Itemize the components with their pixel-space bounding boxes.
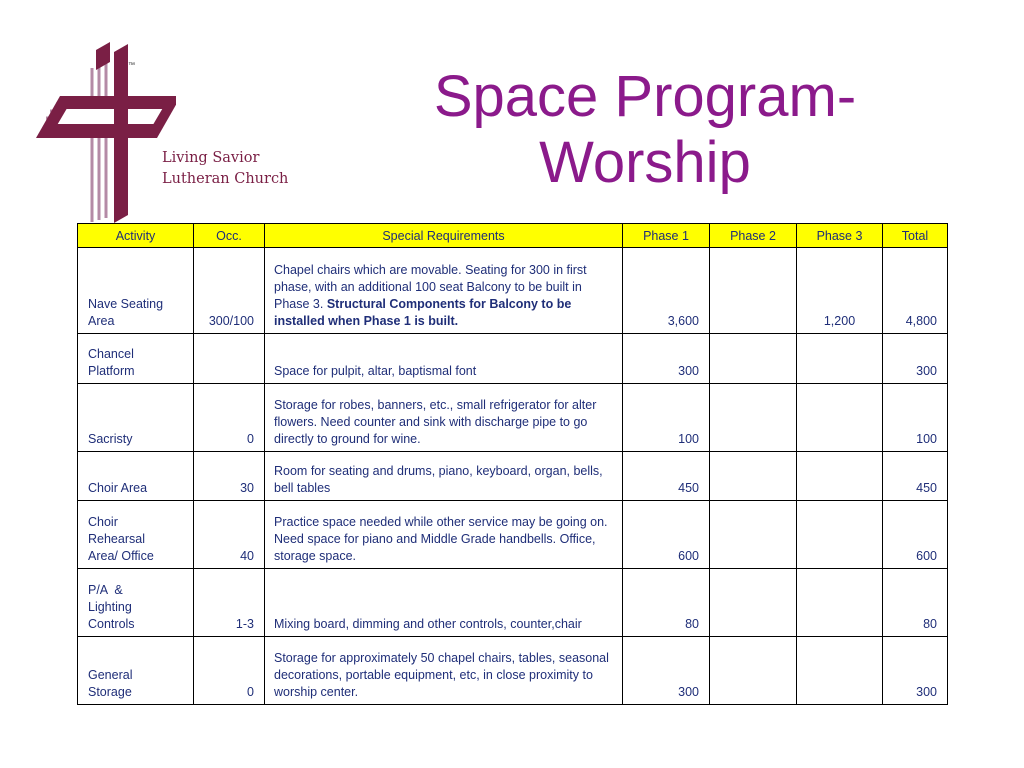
church-name xyxy=(162,148,288,190)
phase1-cell: 80 xyxy=(623,569,710,637)
header-special-requirements: Special Requirements xyxy=(265,224,623,248)
activity-cell: Nave Seating Area xyxy=(78,248,194,334)
total-cell: 80 xyxy=(883,569,948,637)
phase3-cell xyxy=(797,452,883,501)
phase3-cell xyxy=(797,637,883,705)
requirements-cell: Practice space needed while other service may be going on. Need space for piano and Middle Grade handbells. Office, storage space. xyxy=(265,501,623,569)
phase2-cell xyxy=(710,248,797,334)
header-phase-1: Phase 1 xyxy=(623,224,710,248)
total-cell: 300 xyxy=(883,334,948,384)
table-row xyxy=(78,334,948,384)
table-row xyxy=(78,452,948,501)
space-program-table xyxy=(77,223,948,705)
phase3-cell xyxy=(797,334,883,384)
requirements-cell: Storage for robes, banners, etc., small refrigerator for alter flowers. Need counter and sink with discharge pipe to go directly to ground for wine. xyxy=(265,384,623,452)
total-cell: 600 xyxy=(883,501,948,569)
requirements-cell: Space for pulpit, altar, baptismal font xyxy=(265,334,623,384)
church-logo xyxy=(36,40,316,225)
phase2-cell xyxy=(710,334,797,384)
header-occ: Occ. xyxy=(194,224,265,248)
phase1-cell: 300 xyxy=(623,637,710,705)
phase2-cell xyxy=(710,452,797,501)
phase2-cell xyxy=(710,384,797,452)
occ-cell: 30 xyxy=(194,452,265,501)
activity-cell: Sacristy xyxy=(78,384,194,452)
phase1-cell: 300 xyxy=(623,334,710,384)
phase3-cell xyxy=(797,384,883,452)
title-line-1: Space Program- xyxy=(433,64,857,129)
slide-title xyxy=(360,64,930,196)
header-phase-2: Phase 2 xyxy=(710,224,797,248)
requirements-cell: Storage for approximately 50 chapel chairs, tables, seasonal decorations, portable equipment, etc, in close proximity to worship center. xyxy=(265,637,623,705)
activity-cell: General Storage xyxy=(78,637,194,705)
occ-cell xyxy=(194,334,265,384)
occ-cell: 40 xyxy=(194,501,265,569)
table-row xyxy=(78,569,948,637)
church-name-line-2: Lutheran Church xyxy=(162,171,289,187)
requirements-emphasis: Structural Components for Balcony to be installed when Phase 1 is built. xyxy=(274,297,572,328)
occ-cell: 1-3 xyxy=(194,569,265,637)
phase1-cell: 450 xyxy=(623,452,710,501)
header-total: Total xyxy=(883,224,948,248)
phase3-cell xyxy=(797,501,883,569)
church-name-line-1: Living Savior xyxy=(162,150,260,166)
phase1-cell: 100 xyxy=(623,384,710,452)
table-row xyxy=(78,501,948,569)
phase2-cell xyxy=(710,637,797,705)
cross-icon xyxy=(36,40,176,225)
phase3-cell xyxy=(797,569,883,637)
total-cell: 100 xyxy=(883,384,948,452)
activity-cell: P/A & Lighting Controls xyxy=(78,569,194,637)
phase2-cell xyxy=(710,569,797,637)
total-cell: 4,800 xyxy=(883,248,948,334)
header-row xyxy=(78,224,948,248)
phase2-cell xyxy=(710,501,797,569)
occ-cell: 300/100 xyxy=(194,248,265,334)
title-line-2: Worship xyxy=(539,130,751,195)
phase1-cell: 3,600 xyxy=(623,248,710,334)
activity-cell: Choir Area xyxy=(78,452,194,501)
total-cell: 450 xyxy=(883,452,948,501)
header-activity: Activity xyxy=(78,224,194,248)
requirements-cell: Mixing board, dimming and other controls, counter,chair xyxy=(265,569,623,637)
phase1-cell: 600 xyxy=(623,501,710,569)
occ-cell: 0 xyxy=(194,384,265,452)
phase3-cell: 1,200 xyxy=(797,248,883,334)
table-row xyxy=(78,637,948,705)
occ-cell: 0 xyxy=(194,637,265,705)
requirements-cell: Room for seating and drums, piano, keyboard, organ, bells, bell tables xyxy=(265,452,623,501)
table-row xyxy=(78,384,948,452)
activity-cell: Chancel Platform xyxy=(78,334,194,384)
total-cell: 300 xyxy=(883,637,948,705)
requirements-cell: Chapel chairs which are movable. Seating for 300 in first phase, with an additional 100 seat Balcony to be built in Phase 3. Structural Components for Balcony to be installed when Phase 1 is built. xyxy=(265,248,623,334)
header-phase-3: Phase 3 xyxy=(797,224,883,248)
table-row xyxy=(78,248,948,334)
trademark-symbol: ™ xyxy=(128,62,135,69)
activity-cell: Choir Rehearsal Area/ Office xyxy=(78,501,194,569)
